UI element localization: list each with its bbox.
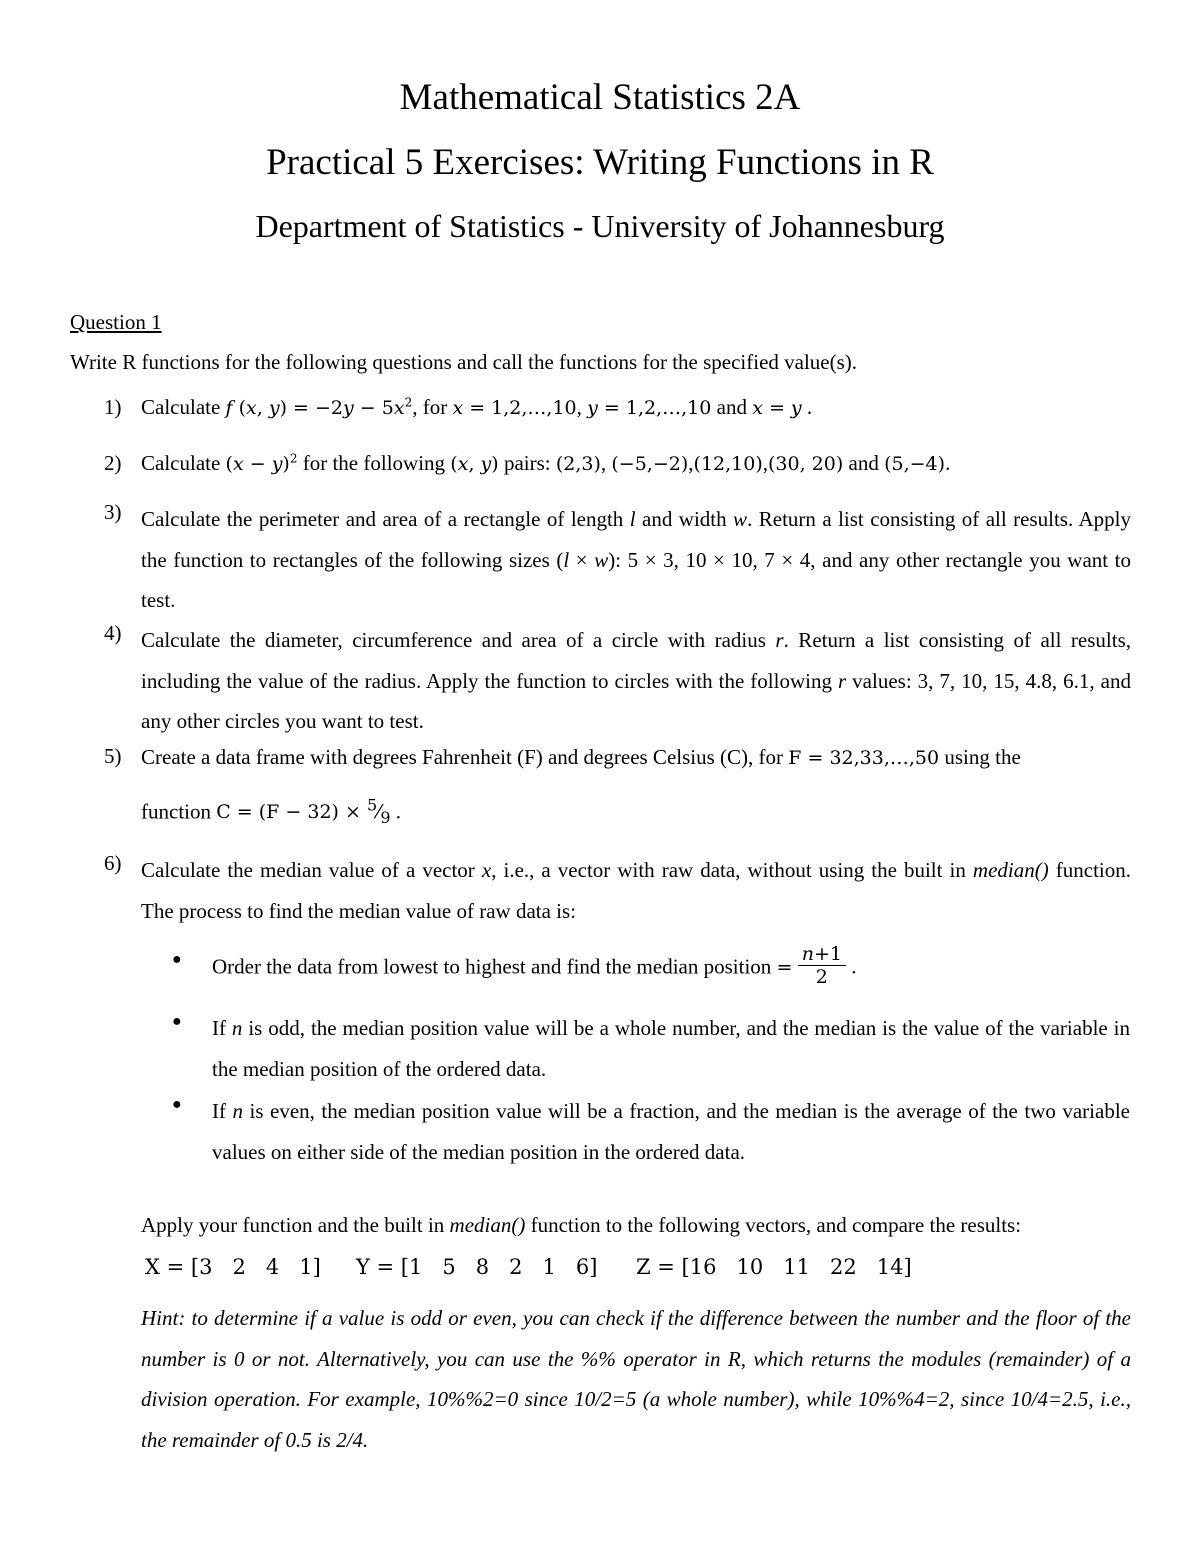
bullet-2-text: If n is odd, the median position value will be a whole number, and the median is the value of the variable in the median position of the ordered data. <box>212 1016 1130 1081</box>
item-3-number: 3) <box>104 500 122 524</box>
question-heading: Question 1 <box>70 310 162 334</box>
item-1-number: 1) <box>104 395 122 419</box>
department-title: Department of Statistics - University of Johannesburg <box>255 208 945 244</box>
hint-text: Hint: to determine if a value is odd or even, you can check if the difference between the number and the floor of the number is 0 or not. Alternatively, you can use the %% operator in R, which returns the modules (remainder) of a division operation. For example, 10%%2=0 since 10/2=5 (a whole number), while 10%%4=2, since 10/4=2.5, i.e., the remainder of 0.5 is 2/4. <box>141 1306 1131 1452</box>
bullet-3-text: If n is even, the median position value will be a fraction, and the median is the average of the two variable values on either side of the median position in the ordered data. <box>212 1099 1130 1164</box>
item-2-text: Calculate $(x - y)^2$ for the following (x, y) pairs: (2,3), (−5,−2),(12,10),(30, 20) and (5,−4). <box>141 451 951 475</box>
item-2-number: 2) <box>104 451 122 475</box>
bullet-1-text: Order the data from lowest to highest and find the median position = $\frac{n+1}{2}$ . <box>212 943 857 988</box>
apply-text: Apply your function and the built in median() function to the following vectors, and compare the results: <box>141 1213 1022 1237</box>
vector-z: Z = [16 10 11 22 14] <box>636 1255 912 1279</box>
item-4-number: 4) <box>104 621 122 645</box>
bullet-dot: ● <box>172 951 182 968</box>
vector-x: X = [3 2 4 1] <box>145 1255 321 1279</box>
item-3-text: Calculate the perimeter and area of a rectangle of length l and width w. Return a list consisting of all results. Apply the function to rectangles of the following sizes (l × w): 5 × 3, 10 × 10, 7 × 4, and any other rectangle you want to test. <box>141 507 1132 612</box>
course-title: Mathematical Statistics 2A <box>399 77 801 118</box>
item-5-line1: Create a data frame with degrees Fahrenheit (F) and degrees Celsius (C), for F = 32,33,…,50 using the <box>141 745 1021 769</box>
item-6-text: Calculate the median value of a vector x, i.e., a vector with raw data, without using the built in median() function. The process to find the median value of raw data is: <box>141 858 1131 923</box>
item-5-line2: function $C = (F - 32) \times ^5⁄_9$ . <box>141 796 402 828</box>
bullet-dot: ● <box>172 1013 182 1030</box>
question-intro: Write R functions for the following questions and call the functions for the specified value(s). <box>70 350 858 374</box>
practical-title: Practical 5 Exercises: Writing Functions in R <box>266 142 934 183</box>
item-1-text: Calculate f (x, $y) = -2y - 5x^2$, for x = 1,2,…,10, y = 1,2,…,10 and x = y . <box>141 395 813 419</box>
vector-y: Y = [1 5 8 2 1 6] <box>356 1255 598 1279</box>
item-5-number: 5) <box>104 744 122 768</box>
item-6-number: 6) <box>104 851 122 875</box>
item-4-text: Calculate the diameter, circumference and area of a circle with radius r. Return a list consisting of all results, including the value of the radius. Apply the function to circles with the following r values: 3, 7, 10, 15, 4.8, 6.1, and any other circles you want to test. <box>141 628 1131 733</box>
bullet-dot: ● <box>172 1096 182 1113</box>
